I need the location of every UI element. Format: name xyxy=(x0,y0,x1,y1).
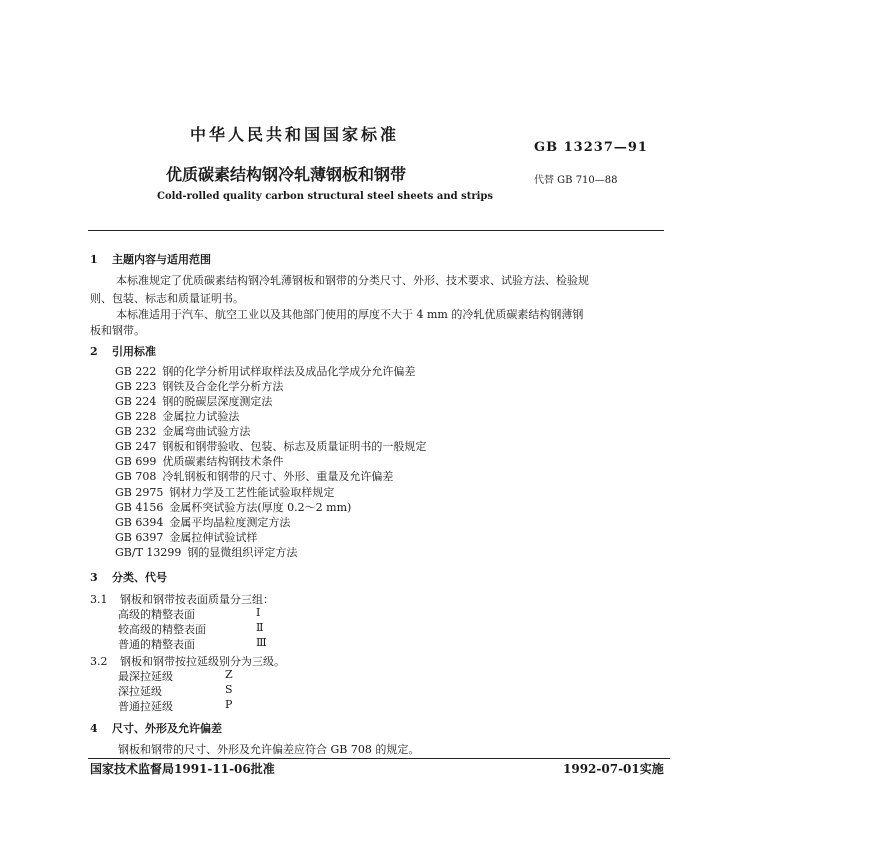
reference-item xyxy=(115,484,334,500)
reference-item xyxy=(115,423,250,439)
reference-code: GB 247 xyxy=(115,440,157,453)
classification-label: 高级的精整表面 xyxy=(118,608,195,621)
reference-code: GB 228 xyxy=(115,410,157,423)
reference-code: GB 699 xyxy=(115,455,157,468)
reference-item xyxy=(115,408,239,424)
reference-item xyxy=(115,363,415,379)
section-number: 3 xyxy=(90,571,98,584)
section-title: 分类、代号 xyxy=(112,571,167,584)
reference-item xyxy=(115,453,283,469)
document-title-en: Cold-rolled quality carbon structural steel sheets and strips xyxy=(157,191,494,202)
classification-label: 较高级的精整表面 xyxy=(118,623,206,636)
reference-item xyxy=(115,393,272,409)
subsection-number: 3.2 xyxy=(90,655,108,668)
reference-title: 金属拉力试验法 xyxy=(162,410,240,423)
reference-code: GB 222 xyxy=(115,365,157,378)
reference-code: GB 6394 xyxy=(115,516,164,529)
reference-item xyxy=(115,378,283,394)
classification-code: S xyxy=(225,683,233,696)
classification-code: Z xyxy=(225,668,233,681)
reference-code: GB/T 13299 xyxy=(115,546,182,559)
reference-code: GB 224 xyxy=(115,395,157,408)
section-title: 尺寸、外形及允许偏差 xyxy=(112,722,222,735)
reference-title: 钢的显微组织评定方法 xyxy=(187,546,298,559)
reference-item xyxy=(115,438,426,454)
paragraph-line: 则、包装、标志和质量证明书。 xyxy=(90,292,244,305)
subsection-number: 3.1 xyxy=(90,593,108,606)
section-number: 1 xyxy=(90,253,98,266)
classification-code: Ⅲ xyxy=(256,636,267,649)
reference-item xyxy=(115,468,393,484)
reference-title: 钢铁及合金化学分析方法 xyxy=(162,380,284,393)
section-title: 引用标准 xyxy=(112,345,156,358)
reference-code: GB 223 xyxy=(115,380,157,393)
approval-date: 国家技术监督局1991-11-06批准 xyxy=(90,762,275,776)
header-divider xyxy=(88,230,664,231)
standard-number: GB 13237—91 xyxy=(534,140,648,155)
section-number: 4 xyxy=(90,722,98,735)
reference-code: GB 4156 xyxy=(115,501,164,514)
reference-title: 金属杯突试验方法(厚度 0.2～2 mm) xyxy=(169,501,352,514)
replaces-standard: 代替 GB 710—88 xyxy=(534,175,618,186)
section-3-heading xyxy=(90,569,167,585)
paragraph-line: 本标准规定了优质碳素结构钢冷轧薄钢板和钢带的分类尺寸、外形、技术要求、试验方法、检验规 xyxy=(116,274,589,287)
paragraph-line: 钢板和钢带的尺寸、外形及允许偏差应符合 GB 708 的规定。 xyxy=(118,743,420,756)
section-1-heading xyxy=(90,251,211,267)
reference-title: 钢的脱碳层深度测定法 xyxy=(162,395,273,408)
section-title: 主题内容与适用范围 xyxy=(112,253,211,266)
reference-title: 金属弯曲试验方法 xyxy=(162,425,251,438)
reference-title: 钢的化学分析用试样取样法及成品化学成分允许偏差 xyxy=(162,365,416,378)
section-4-heading xyxy=(90,720,222,736)
subsection-text: 钢板和钢带按拉延级别分为三级。 xyxy=(120,655,285,668)
classification-code: Ⅰ xyxy=(256,606,261,619)
reference-code: GB 2975 xyxy=(115,486,164,499)
reference-title: 金属拉伸试验试样 xyxy=(169,531,258,544)
classification-code: Ⅱ xyxy=(256,621,264,634)
reference-item xyxy=(115,544,297,560)
reference-title: 金属平均晶粒度测定方法 xyxy=(169,516,291,529)
footer-divider xyxy=(88,758,670,759)
effective-date: 1992-07-01实施 xyxy=(563,762,664,776)
reference-item xyxy=(115,499,351,515)
classification-label: 普通拉延级 xyxy=(118,700,173,713)
reference-code: GB 6397 xyxy=(115,531,164,544)
reference-code: GB 708 xyxy=(115,470,157,483)
reference-code: GB 232 xyxy=(115,425,157,438)
reference-title: 钢材力学及工艺性能试验取样规定 xyxy=(169,486,335,499)
classification-label: 普通的精整表面 xyxy=(118,638,195,651)
reference-title: 冷轧钢板和钢带的尺寸、外形、重量及允许偏差 xyxy=(162,470,394,483)
document-title-cn: 优质碳素结构钢冷轧薄钢板和钢带 xyxy=(166,165,407,184)
subsection-text: 钢板和钢带按表面质量分三组： xyxy=(120,593,274,606)
classification-code: P xyxy=(225,698,233,711)
subsection-3-1 xyxy=(90,591,274,607)
reference-title: 优质碳素结构钢技术条件 xyxy=(162,455,284,468)
classification-label: 深拉延级 xyxy=(118,685,162,698)
national-standard-heading: 中华人民共和国国家标准 xyxy=(190,125,400,144)
reference-title: 钢板和钢带验收、包装、标志及质量证明书的一般规定 xyxy=(162,440,427,453)
paragraph-line: 本标准适用于汽车、航空工业以及其他部门使用的厚度不大于 4 mm 的冷轧优质碳素结构钢薄钢 xyxy=(116,308,584,321)
section-number: 2 xyxy=(90,345,98,358)
reference-item xyxy=(115,514,290,530)
reference-item xyxy=(115,529,257,545)
subsection-3-2 xyxy=(90,653,285,669)
paragraph-line: 板和钢带。 xyxy=(90,324,145,337)
classification-label: 最深拉延级 xyxy=(118,670,173,683)
section-2-heading xyxy=(90,343,156,359)
